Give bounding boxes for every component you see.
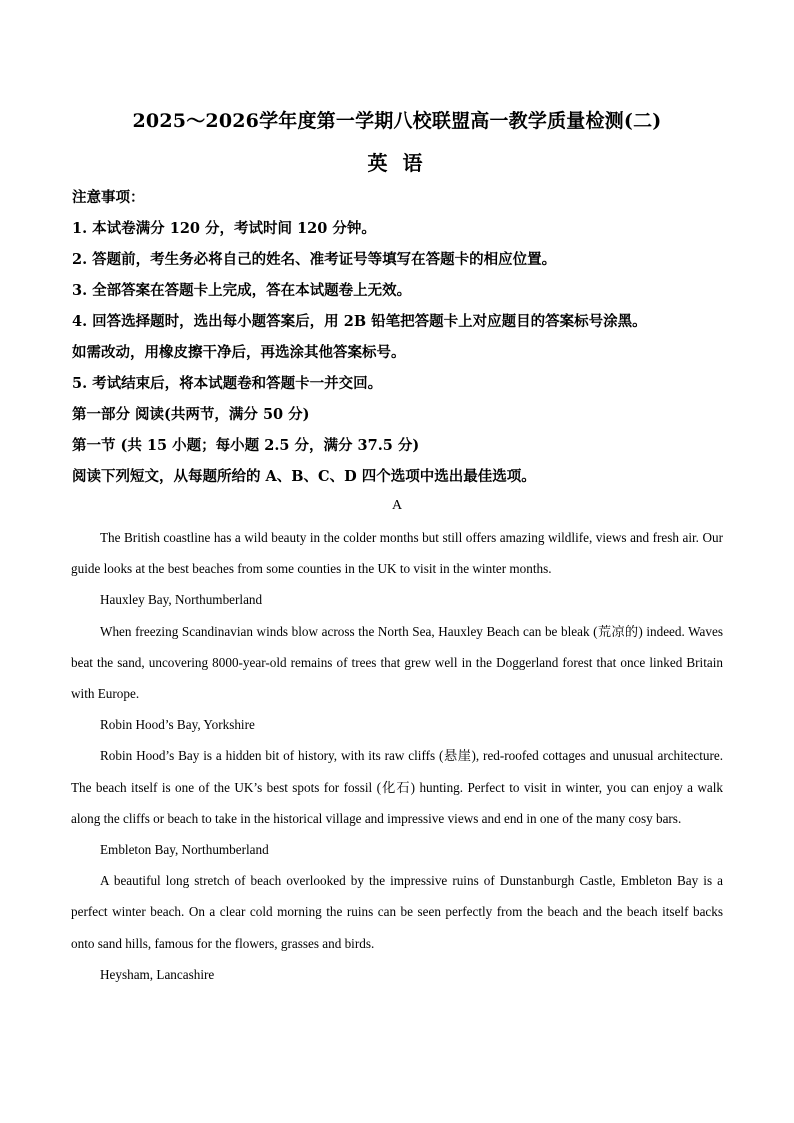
beach-heading-embleton: Embleton Bay, Northumberland xyxy=(100,842,269,858)
note-item: 4. 回答选择题时，选出每小题答案后，用 2B 铅笔把答题卡上对应题目的答案标号涂黑。 xyxy=(72,313,647,330)
passage-intro: The British coastline has a wild beauty in the colder months but still offers amazing wildlife, views and fresh air. Our guide looks at the best beaches from some counties in the UK to visit in the winter months. xyxy=(71,530,723,577)
note-item: 5. 考试结束后，将本试题卷和答题卡一并交回。 xyxy=(72,375,383,392)
subject-title: 英 语 xyxy=(367,151,427,175)
exam-title: 2025～2026学年度第一学期八校联盟高一教学质量检测(二) xyxy=(132,110,662,132)
paragraph-embleton: A beautiful long stretch of beach overlooked by the impressive ruins of Dunstanburgh Castle, Embleton Bay is a perfect winter beach. On a clear cold morning the ruins can be seen perfectly from the beach and the beach itself backs onto sand hills, famous for the flowers, grasses and birds. xyxy=(71,873,723,951)
beach-heading-hauxley: Hauxley Bay, Northumberland xyxy=(100,592,263,608)
beach-heading-heysham: Heysham, Lancashire xyxy=(100,966,215,982)
part-heading: 第一部分 阅读(共两节，满分 50 分) xyxy=(72,406,310,423)
notes-heading: 注意事项： xyxy=(72,189,145,206)
passage-body xyxy=(71,522,723,990)
paragraph-hauxley: When freezing Scandinavian winds blow across the North Sea, Hauxley Beach can be bleak (荒凉的) indeed. Waves beat the sand, uncovering 8000-year-old remains of trees that grew well in the Doggerland forest that once linked Britain with Europe. xyxy=(71,623,723,702)
passage-label: A xyxy=(391,498,403,513)
note-item: 如需改动，用橡皮擦干净后，再选涂其他答案标号。 xyxy=(72,344,406,361)
note-item: 2. 答题前，考生务必将自己的姓名、准考证号等填写在答题卡的相应位置。 xyxy=(72,251,557,268)
exam-notes xyxy=(72,182,732,492)
beach-heading-robin-hood: Robin Hood’s Bay, Yorkshire xyxy=(100,717,255,733)
note-item: 1. 本试卷满分 120 分，考试时间 120 分钟。 xyxy=(72,220,376,237)
section-instruction: 阅读下列短文，从每题所给的 A、B、C、D 四个选项中选出最佳选项。 xyxy=(72,468,536,485)
subpart-heading: 第一节 (共 15 小题；每小题 2.5 分，满分 37.5 分) xyxy=(72,437,420,454)
note-item: 3. 全部答案在答题卡上完成，答在本试题卷上无效。 xyxy=(72,282,412,299)
paragraph-robin-hood: Robin Hood’s Bay is a hidden bit of history, with its raw cliffs (悬崖), red-roofed cottages and unusual architecture. The beach itself is one of the UK’s best spots for fossil (化石) hunting. Perfect to visit in winter, you can enjoy a walk along the cliffs or beach to take in the historical village and impressive views and end in one of the many cosy bars. xyxy=(71,748,723,826)
